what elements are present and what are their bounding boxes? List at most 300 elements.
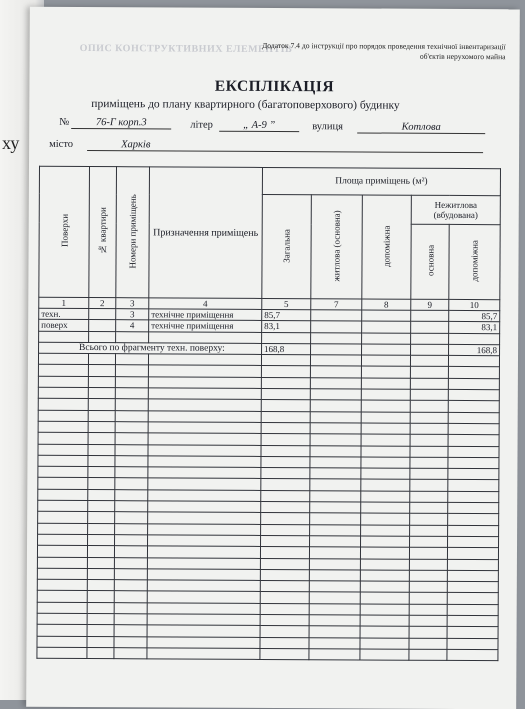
empty-cell xyxy=(448,491,499,503)
col-num: 1 xyxy=(39,297,89,308)
empty-cell xyxy=(147,546,260,558)
empty-cell xyxy=(87,568,114,579)
empty-cell xyxy=(410,446,448,457)
empty-cell xyxy=(38,421,88,433)
empty-cell xyxy=(260,592,309,604)
empty-cell xyxy=(447,627,498,639)
empty-cell xyxy=(448,401,499,413)
empty-cell xyxy=(409,627,447,638)
empty-cell xyxy=(38,512,88,524)
empty-cell xyxy=(410,480,448,491)
empty-cell xyxy=(260,558,309,570)
empty-cell xyxy=(88,444,115,455)
empty-cell xyxy=(410,457,448,468)
empty-cell xyxy=(37,579,87,591)
empty-cell xyxy=(38,365,88,377)
empty-cell xyxy=(87,546,114,557)
empty-cell xyxy=(38,399,88,411)
empty-cell xyxy=(361,355,410,367)
header-room-number: Номери приміщень xyxy=(116,167,150,298)
empty-cell xyxy=(88,455,115,466)
empty-cell xyxy=(448,536,499,548)
empty-cell xyxy=(410,536,448,547)
empty-cell xyxy=(410,502,448,513)
empty-cell xyxy=(409,593,447,604)
empty-cell xyxy=(361,468,410,480)
empty-cell xyxy=(447,582,498,594)
empty-cell xyxy=(148,456,261,468)
empty-cell xyxy=(115,422,148,433)
empty-cell xyxy=(360,604,409,616)
cell-total: 83,1 xyxy=(262,321,311,333)
empty-cell xyxy=(114,580,147,591)
empty-cell xyxy=(309,626,360,638)
empty-cell xyxy=(115,444,148,455)
empty-cell xyxy=(38,489,88,501)
empty-cell xyxy=(447,615,498,627)
empty-cell xyxy=(409,559,447,570)
empty-cell xyxy=(448,423,499,435)
empty-cell xyxy=(87,580,114,591)
empty-cell xyxy=(37,613,87,625)
empty-cell xyxy=(309,649,360,661)
empty-cell xyxy=(447,649,498,661)
empty-cell xyxy=(114,602,147,613)
empty-cell xyxy=(115,399,148,410)
empty-cell xyxy=(310,355,361,367)
empty-cell xyxy=(448,356,499,368)
empty-cell xyxy=(309,570,360,582)
empty-cell xyxy=(261,377,310,389)
empty-cell xyxy=(448,502,499,514)
empty-cell xyxy=(147,569,260,581)
empty-cell xyxy=(114,546,147,557)
empty-cell xyxy=(409,570,447,581)
empty-cell xyxy=(261,445,310,457)
empty-cell xyxy=(410,412,448,423)
empty-cell xyxy=(148,411,261,423)
empty-cell xyxy=(88,388,115,399)
summary-label: Всього по фрагменту техн. поверху: xyxy=(39,342,262,354)
empty-cell xyxy=(114,557,147,568)
empty-cell xyxy=(361,366,410,378)
empty-cell xyxy=(87,557,114,568)
empty-cell xyxy=(447,638,498,650)
cell-apartment xyxy=(89,309,116,320)
empty-cell xyxy=(309,547,360,559)
empty-cell xyxy=(88,433,115,444)
cell-floor: поверх xyxy=(39,320,89,332)
empty-cell xyxy=(148,399,261,411)
empty-cell xyxy=(261,524,310,536)
bleed-through-text: ОПИС КОНСТРУКТИВНИХ ЕЛЕМЕНТІВ xyxy=(79,42,293,56)
empty-cell xyxy=(38,455,88,467)
empty-cell xyxy=(115,501,148,512)
empty-cell xyxy=(310,502,361,514)
empty-cell xyxy=(148,467,261,479)
empty-cell xyxy=(360,626,409,638)
empty-cell xyxy=(147,603,260,615)
empty-cell xyxy=(115,478,148,489)
empty-cell xyxy=(361,400,410,412)
empty-cell xyxy=(310,400,361,412)
empty-cell xyxy=(260,626,309,638)
empty-row xyxy=(37,647,498,661)
empty-cell xyxy=(310,377,361,389)
empty-cell xyxy=(361,479,410,491)
cell-aux xyxy=(362,310,411,322)
empty-cell xyxy=(261,434,310,446)
cell-room: 4 xyxy=(116,320,149,331)
empty-cell xyxy=(310,479,361,491)
empty-cell xyxy=(361,513,410,525)
empty-cell xyxy=(361,491,410,503)
empty-cell xyxy=(261,400,310,412)
empty-cell xyxy=(115,365,148,376)
empty-cell xyxy=(88,410,115,421)
empty-cell xyxy=(115,489,148,500)
empty-cell xyxy=(114,591,147,602)
appendix-note: Додаток 7.4 до інструкції про порядок проведення технічної інвентаризації об'єктів нерухомого майна xyxy=(262,40,506,62)
empty-cell xyxy=(410,468,448,479)
empty-cell xyxy=(261,501,310,513)
empty-cell xyxy=(361,389,410,401)
empty-cell xyxy=(87,591,114,602)
empty-cell xyxy=(360,638,409,650)
empty-cell xyxy=(88,478,115,489)
empty-cell xyxy=(38,410,88,422)
empty-cell xyxy=(309,592,360,604)
empty-cell xyxy=(37,647,87,659)
empty-cell xyxy=(37,625,87,637)
header-row-1 xyxy=(39,166,500,195)
empty-cell xyxy=(37,568,87,580)
empty-cell xyxy=(37,546,87,558)
cell-nr-aux: 85,7 xyxy=(449,310,500,322)
col-num: 3 xyxy=(116,298,149,309)
empty-cell xyxy=(448,457,499,469)
empty-cell xyxy=(310,513,361,525)
empty-cell xyxy=(115,535,148,546)
empty-cell xyxy=(37,557,87,569)
empty-cell xyxy=(360,570,409,582)
empty-cell xyxy=(310,434,361,446)
explication-table xyxy=(36,166,501,662)
empty-cell xyxy=(410,355,448,366)
empty-cell xyxy=(87,625,114,636)
empty-cell xyxy=(409,615,447,626)
facing-page-text: ху xyxy=(2,133,20,153)
empty-cell xyxy=(360,547,409,559)
col-num: 4 xyxy=(149,298,262,310)
liter-value: „ А-9 ” xyxy=(219,120,299,132)
document-title: ЕКСПЛІКАЦІЯ xyxy=(214,77,335,96)
empty-cell xyxy=(114,648,147,659)
empty-cell xyxy=(448,514,499,526)
empty-cell xyxy=(310,366,361,378)
empty-cell xyxy=(361,502,410,514)
empty-cell xyxy=(114,569,147,580)
empty-cell xyxy=(410,389,448,400)
empty-cell xyxy=(261,422,310,434)
empty-cell xyxy=(360,592,409,604)
document-subtitle: приміщень до плану квартирного (багатоповерхового) будинку xyxy=(91,98,400,112)
empty-cell xyxy=(147,636,260,648)
number-label: № xyxy=(59,116,70,128)
empty-cell xyxy=(310,423,361,435)
empty-cell xyxy=(261,355,310,367)
empty-cell xyxy=(448,469,499,481)
empty-cell xyxy=(447,548,498,560)
empty-cell xyxy=(38,500,88,512)
empty-cell xyxy=(148,388,261,400)
empty-cell xyxy=(361,457,410,469)
cell-nr-main xyxy=(411,310,449,321)
empty-cell xyxy=(148,422,261,434)
empty-cell xyxy=(260,547,309,559)
empty-cell xyxy=(115,512,148,523)
empty-cell xyxy=(309,603,360,615)
header-nr-main: основна xyxy=(411,224,449,299)
empty-cell xyxy=(309,615,360,627)
empty-cell xyxy=(148,501,261,513)
empty-cell xyxy=(447,570,498,582)
empty-cell xyxy=(360,649,409,661)
cell-aux xyxy=(362,321,411,333)
empty-cell xyxy=(261,411,310,423)
col-num: 9 xyxy=(411,299,449,310)
liter-label: літер xyxy=(190,119,213,131)
city-value: Харків xyxy=(87,139,483,153)
empty-cell xyxy=(448,435,499,447)
empty-cell xyxy=(261,479,310,491)
empty-cell xyxy=(261,535,310,547)
empty-cell xyxy=(260,569,309,581)
empty-cell xyxy=(360,581,409,593)
empty-cell xyxy=(309,637,360,649)
empty-cell xyxy=(361,446,410,458)
cell-purpose: технічне приміщення xyxy=(149,320,262,332)
empty-cell xyxy=(310,389,361,401)
empty-cell xyxy=(114,625,147,636)
empty-cell xyxy=(38,523,88,535)
empty-cell xyxy=(447,604,498,616)
summary-total: 168,8 xyxy=(262,343,311,355)
empty-cell xyxy=(309,581,360,593)
empty-cell xyxy=(38,387,88,399)
empty-cell xyxy=(448,367,499,379)
empty-cell xyxy=(88,354,115,365)
empty-cell xyxy=(261,490,310,502)
empty-cell xyxy=(115,354,148,365)
empty-cell xyxy=(261,513,310,525)
empty-cell xyxy=(361,525,410,537)
empty-cell xyxy=(261,389,310,401)
empty-cell xyxy=(148,354,261,366)
building-number: 76-Г корп.3 xyxy=(71,117,171,130)
empty-cell xyxy=(147,614,260,626)
empty-cell xyxy=(409,638,447,649)
empty-cell xyxy=(38,478,88,490)
header-nonresidential: Нежитлова (вбудована) xyxy=(411,195,500,224)
empty-cell xyxy=(447,593,498,605)
empty-cell xyxy=(87,647,114,658)
empty-cell xyxy=(88,534,115,545)
empty-cell xyxy=(38,444,88,456)
empty-cell xyxy=(88,376,115,387)
empty-cell xyxy=(410,367,448,378)
empty-cell xyxy=(409,581,447,592)
empty-cell xyxy=(115,523,148,534)
header-purpose: Призначення приміщень xyxy=(149,167,263,299)
empty-cell xyxy=(409,649,447,660)
empty-cell xyxy=(448,378,499,390)
empty-cell xyxy=(148,523,261,535)
empty-cell xyxy=(261,456,310,468)
empty-cell xyxy=(88,512,115,523)
empty-cell xyxy=(410,378,448,389)
cell-floor: техн. xyxy=(39,308,89,320)
header-apartment: № квартири xyxy=(89,167,117,298)
empty-cell xyxy=(38,466,88,478)
cell-room: 3 xyxy=(116,309,149,320)
empty-cell xyxy=(410,514,448,525)
empty-cell xyxy=(37,602,87,614)
cell-living xyxy=(311,310,362,322)
empty-cell xyxy=(148,377,261,389)
empty-cell xyxy=(310,524,361,536)
empty-cell xyxy=(447,559,498,571)
empty-cell xyxy=(361,412,410,424)
empty-cell xyxy=(361,378,410,390)
cell-nr-aux: 83,1 xyxy=(449,322,500,334)
empty-cell xyxy=(410,423,448,434)
empty-cell xyxy=(410,525,448,536)
header-area-group: Площа приміщень (м²) xyxy=(262,167,500,195)
cell-purpose: технічне приміщення xyxy=(149,309,262,321)
empty-cell xyxy=(115,456,148,467)
empty-cell xyxy=(115,433,148,444)
empty-cell xyxy=(361,536,410,548)
header-auxiliary: допоміжна xyxy=(362,195,412,299)
street-label: вулиця xyxy=(312,121,343,133)
empty-cell xyxy=(87,614,114,625)
col-num: 5 xyxy=(262,298,311,309)
col-num: 7 xyxy=(311,299,362,310)
empty-cell xyxy=(114,636,147,647)
summary-nr-aux: 168,8 xyxy=(449,344,500,356)
empty-cell xyxy=(260,648,309,660)
empty-cell xyxy=(260,603,309,615)
empty-cell xyxy=(148,490,261,502)
empty-cell xyxy=(88,422,115,433)
empty-cell xyxy=(148,444,261,456)
empty-cell xyxy=(448,446,499,458)
empty-cell xyxy=(260,614,309,626)
empty-cell xyxy=(448,480,499,492)
empty-cell xyxy=(310,445,361,457)
empty-cell xyxy=(148,478,261,490)
empty-cell xyxy=(88,523,115,534)
empty-cell xyxy=(310,411,361,423)
empty-cell xyxy=(38,376,88,388)
empty-cell xyxy=(115,410,148,421)
empty-cell xyxy=(410,434,448,445)
empty-cell xyxy=(38,353,88,365)
empty-cell xyxy=(448,412,499,424)
empty-cell xyxy=(310,457,361,469)
empty-cell xyxy=(260,637,309,649)
empty-cell xyxy=(87,602,114,613)
empty-cell xyxy=(410,491,448,502)
empty-cell xyxy=(38,534,88,546)
cell-total: 85,7 xyxy=(262,309,311,321)
empty-cell xyxy=(409,604,447,615)
empty-cell xyxy=(261,468,310,480)
empty-cell xyxy=(115,467,148,478)
cell-living xyxy=(311,321,362,333)
empty-cell xyxy=(448,525,499,537)
street-value: Котлова xyxy=(357,121,485,134)
cell-apartment xyxy=(89,320,116,331)
empty-cell xyxy=(148,433,261,445)
empty-cell xyxy=(360,615,409,627)
empty-cell xyxy=(37,636,87,648)
empty-cell xyxy=(360,558,409,570)
empty-cell xyxy=(88,501,115,512)
col-num: 8 xyxy=(362,299,411,310)
empty-cell xyxy=(361,423,410,435)
empty-cell xyxy=(88,489,115,500)
empty-cell xyxy=(410,401,448,412)
empty-cell xyxy=(114,614,147,625)
explication-sheet xyxy=(26,7,520,709)
empty-cell xyxy=(37,591,87,603)
empty-cell xyxy=(361,434,410,446)
empty-cell xyxy=(448,389,499,401)
empty-cell xyxy=(310,490,361,502)
empty-cell xyxy=(148,512,261,524)
empty-cell xyxy=(147,557,260,569)
header-living: житлова (основна) xyxy=(311,195,363,299)
empty-cell xyxy=(87,636,114,647)
header-nr-aux: допоміжна xyxy=(449,224,500,299)
empty-cell xyxy=(148,535,261,547)
empty-cell xyxy=(261,366,310,378)
empty-cell xyxy=(409,547,447,558)
empty-cell xyxy=(115,388,148,399)
empty-cell xyxy=(147,580,260,592)
empty-cell xyxy=(310,536,361,548)
city-label: місто xyxy=(49,138,74,150)
empty-cell xyxy=(147,591,260,603)
empty-cell xyxy=(147,648,260,660)
empty-cell xyxy=(38,433,88,445)
cell-nr-main xyxy=(411,322,449,333)
empty-cell xyxy=(115,376,148,387)
empty-cell xyxy=(88,467,115,478)
empty-cell xyxy=(310,468,361,480)
empty-cell xyxy=(147,625,260,637)
header-floors: Поверхи xyxy=(39,166,90,297)
col-num: 10 xyxy=(449,299,500,310)
empty-cell xyxy=(260,581,309,593)
header-total: Загальна xyxy=(262,194,312,298)
empty-cell xyxy=(309,558,360,570)
col-num: 2 xyxy=(89,298,116,309)
empty-cell xyxy=(148,365,261,377)
empty-cell xyxy=(88,365,115,376)
